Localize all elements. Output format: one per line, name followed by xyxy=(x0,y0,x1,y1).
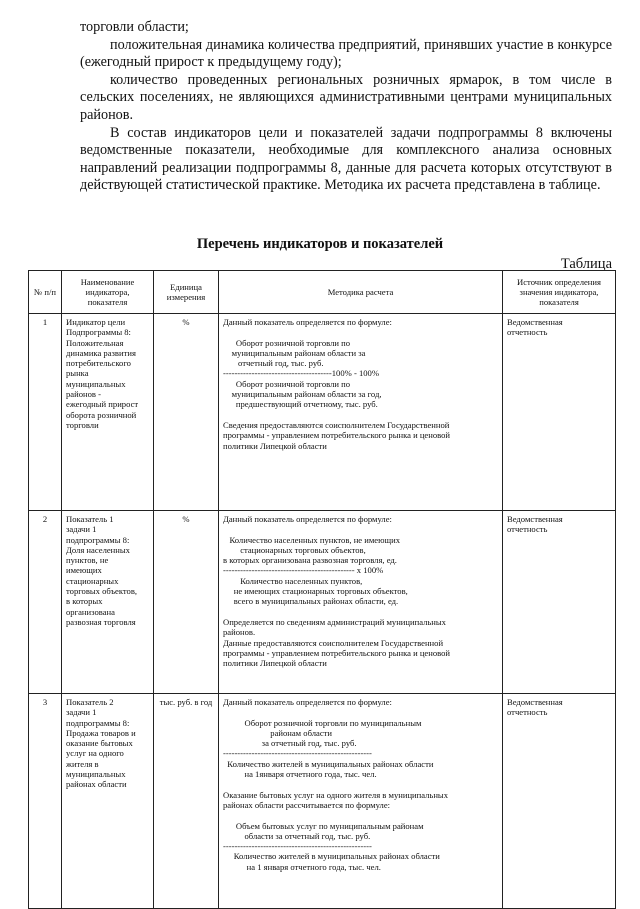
intro-text xyxy=(80,19,612,195)
method-line xyxy=(223,327,498,337)
indicator-name-line: Доля населенных xyxy=(66,544,130,555)
source-line: Ведомственная xyxy=(507,317,563,327)
indicator-name-line: организована xyxy=(66,606,115,617)
intro-paragraph-1: торговли области; xyxy=(80,19,189,35)
method-line: Количество жителей в муниципальных районах области xyxy=(223,851,440,862)
method-line: Данный показатель определяется по формуле: xyxy=(223,697,392,707)
source-line: Ведомственная xyxy=(507,697,563,707)
method-line: Определяется по сведениям администраций муниципальных xyxy=(223,616,446,627)
method-line: ---------------------------------------------------- xyxy=(223,841,372,852)
data-source xyxy=(503,694,616,909)
method-line: районам области xyxy=(223,727,332,738)
table-row xyxy=(29,314,616,511)
indicator-name xyxy=(62,511,154,694)
method-line xyxy=(223,779,498,789)
method-line: Оборот розничной торговли по xyxy=(223,337,351,348)
indicator-name-line: рынка xyxy=(66,368,89,379)
method-line: ---------------------------------------------- х 100% xyxy=(223,565,384,576)
method-line: отчетный год, тыс. руб. xyxy=(223,358,324,369)
method-line: за отчетный год, тыс. руб. xyxy=(223,738,357,749)
method-line: в которых организована развозная торговля, ед. xyxy=(223,555,397,566)
indicator-name-line: Продажа товаров и xyxy=(66,727,136,738)
indicator-name-line: районах области xyxy=(66,779,127,790)
indicator-name-line: развозная торговля xyxy=(66,616,136,627)
method-line: политики Липецкой области xyxy=(223,440,327,451)
data-source xyxy=(503,314,616,511)
indicator-name-line: услуг на одного xyxy=(66,748,124,759)
indicator-name-line: жителя в xyxy=(66,758,99,769)
calculation-method xyxy=(219,511,503,694)
source-line: отчетность xyxy=(507,707,548,718)
header-num: № п/п xyxy=(29,271,62,314)
method-line: стационарных торговых объектов, xyxy=(223,544,366,555)
source-line: отчетность xyxy=(507,327,548,338)
row-number: 2 xyxy=(29,511,62,694)
method-line xyxy=(223,607,498,617)
data-source xyxy=(503,511,616,694)
method-line: области за отчетный год, тыс. руб. xyxy=(223,830,371,841)
indicator-name-line: оказание бытовых xyxy=(66,738,133,749)
method-line: не имеющих стационарных торговых объектов, xyxy=(223,586,408,597)
unit-of-measure: тыс. руб. в год xyxy=(154,694,219,909)
intro-paragraph-3: количество проведенных региональных розничных ярмарок, в том числе в сельских поселениях, не являющихся административными центрами муниципальных районов. xyxy=(80,71,612,123)
indicator-name-line: подпрограммы 8: xyxy=(66,534,130,545)
indicator-name xyxy=(62,694,154,909)
indicator-name-line: динамика развития xyxy=(66,347,136,358)
method-line: --------------------------------------100% - 100% xyxy=(223,368,380,379)
method-line: на 1января отчетного года, тыс. чел. xyxy=(223,769,377,780)
method-line: ---------------------------------------------------- xyxy=(223,748,372,759)
indicator-name-line: муниципальных xyxy=(66,769,126,780)
header-unit: Единица измерения xyxy=(154,271,219,314)
indicator-name xyxy=(62,314,154,511)
unit-of-measure: % xyxy=(154,314,219,511)
method-line: районов. xyxy=(223,627,256,638)
method-line: Сведения предоставляются соисполнителем Государственной xyxy=(223,419,450,430)
method-line: Оказание бытовых услуг на одного жителя в муниципальных xyxy=(223,789,449,800)
table-label: Таблица xyxy=(560,256,612,272)
indicator-name-line: Показатель 2 xyxy=(66,697,114,707)
source-line: Ведомственная xyxy=(507,514,563,524)
indicator-name-line: муниципальных xyxy=(66,378,126,389)
source-line: отчетность xyxy=(507,524,548,535)
method-line: Количество жителей в муниципальных районах области xyxy=(223,758,434,769)
method-line: Оборот розничной торговли по xyxy=(223,378,351,389)
indicator-name-line: оборота розничной xyxy=(66,409,137,420)
method-line: программы - управлением потребительского рынка и ценовой xyxy=(223,430,451,441)
method-line xyxy=(223,410,498,420)
table-row xyxy=(29,694,616,909)
indicators-table xyxy=(28,270,616,909)
indicator-name-line: Положительная xyxy=(66,337,124,348)
indicator-name-line: в которых xyxy=(66,596,103,607)
unit-of-measure: % xyxy=(154,511,219,694)
method-line: Объем бытовых услуг по муниципальным районам xyxy=(223,820,424,831)
indicator-name-line: Подпрограммы 8: xyxy=(66,327,131,338)
method-line xyxy=(223,707,498,717)
indicator-name-line: стационарных xyxy=(66,575,119,586)
indicator-name-line: торговых объектов, xyxy=(66,586,138,597)
method-line: Данные предоставляются соисполнителем Государственной xyxy=(223,637,444,648)
method-line: Данный показатель определяется по формуле: xyxy=(223,514,392,524)
method-line: программы - управлением потребительского рынка и ценовой xyxy=(223,647,451,658)
indicator-name-line: торговли xyxy=(66,419,99,430)
method-line: Оборот розничной торговли по муниципальным xyxy=(223,717,422,728)
method-line: Количество населенных пунктов, xyxy=(223,575,363,586)
calculation-method xyxy=(219,314,503,511)
method-line: всего в муниципальных районах области, ед. xyxy=(223,596,399,607)
table-heading: Перечень индикаторов и показателей xyxy=(196,236,444,252)
indicator-name-line: подпрограммы 8: xyxy=(66,717,130,728)
method-line: Данный показатель определяется по формуле: xyxy=(223,317,392,327)
indicator-name-line: ежегодный прирост xyxy=(66,399,139,410)
indicator-name-line: задачи 1 xyxy=(66,707,97,718)
indicator-name-line: потребительского xyxy=(66,358,131,369)
table-header-row xyxy=(29,271,616,314)
method-line xyxy=(223,524,498,534)
calculation-method xyxy=(219,694,503,909)
intro-paragraph-2: положительная динамика количества предприятий, принявших участие в конкурсе (ежегодный прирост к предыдущему году); xyxy=(80,36,612,71)
indicator-name-line: районов - xyxy=(66,389,101,400)
method-line: муниципальным районам области за год, xyxy=(223,389,382,400)
indicator-name-line: задачи 1 xyxy=(66,524,97,535)
intro-paragraph-4: В состав индикаторов цели и показателей задачи подпрограммы 8 включены ведомственные показатели, необходимые для комплексного анализа основных направлений реализации подпрограммы 8, данные для расчета которых отсутствуют в действующей статистической практике. Методика их расчета представлена в таблице. xyxy=(80,124,612,194)
row-number: 1 xyxy=(29,314,62,511)
method-line: районах области рассчитывается по формуле: xyxy=(223,799,391,810)
row-number: 3 xyxy=(29,694,62,909)
table-row xyxy=(29,511,616,694)
method-line: Количество населенных пунктов, не имеющих xyxy=(223,534,401,545)
indicator-name-line: имеющих xyxy=(66,565,102,576)
method-line: на 1 января отчетного года, тыс. чел. xyxy=(223,861,381,872)
indicator-name-line: Показатель 1 xyxy=(66,514,114,524)
indicator-name-line: Индикатор цели xyxy=(66,317,126,327)
method-line: муниципальным районам области за xyxy=(223,347,366,358)
header-method: Методика расчета xyxy=(219,271,503,314)
method-line: политики Липецкой области xyxy=(223,658,327,669)
header-source: Источник определения значения индикатора, показателя xyxy=(503,271,616,314)
method-line: предшествующий отчетному, тыс. руб. xyxy=(223,399,378,410)
header-name: Наименование индикатора, показателя xyxy=(62,271,154,314)
method-line xyxy=(223,810,498,820)
indicator-name-line: пунктов, не xyxy=(66,555,109,566)
